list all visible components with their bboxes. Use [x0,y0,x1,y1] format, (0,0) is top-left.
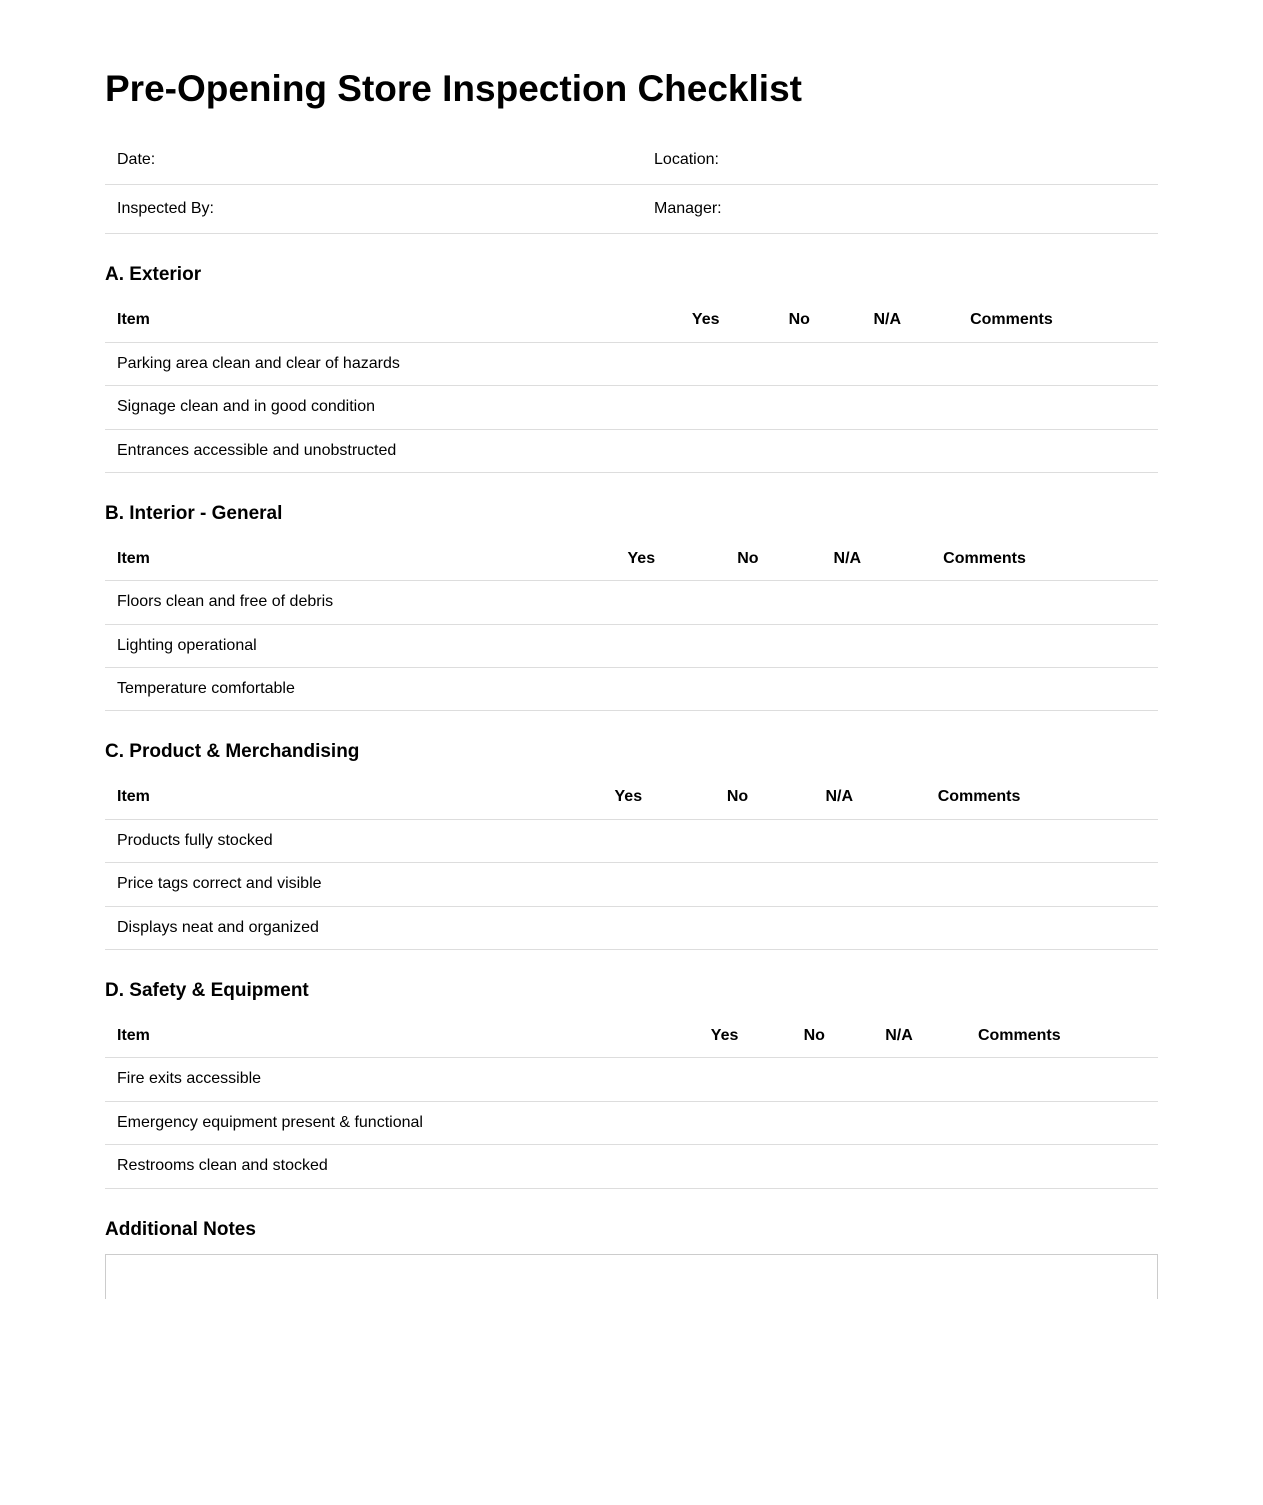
column-header-yes: Yes [680,299,777,342]
no-cell [715,863,814,906]
section-d-heading: D. Safety & Equipment [105,980,309,1002]
section-a-heading: A. Exterior [105,264,202,286]
item-label: Fire exits accessible [105,1058,699,1101]
column-header-no: No [792,1015,874,1058]
checklist-row [105,1058,1158,1101]
header-row [105,776,1158,819]
yes-cell [680,429,777,472]
column-header-na: N/A [861,299,958,342]
na-cell [873,1101,966,1144]
checklist-row [105,1101,1158,1144]
item-label: Restrooms clean and stocked [105,1145,699,1188]
yes-cell [616,668,726,711]
comments-cell [926,819,1158,862]
notes-box[interactable] [105,1254,1158,1299]
notes-heading: Additional Notes [105,1218,256,1240]
location-label: Location: [642,136,1158,185]
column-header-item: Item [105,1015,699,1058]
column-header-yes: Yes [603,776,715,819]
na-cell [861,386,958,429]
yes-cell [680,342,777,385]
column-header-no: No [777,299,862,342]
no-cell [777,429,862,472]
checklist-row [105,906,1158,949]
item-label: Floors clean and free of debris [105,581,616,624]
item-label: Entrances accessible and unobstructed [105,429,680,472]
no-cell [792,1058,874,1101]
column-header-comments: Comments [966,1015,1158,1058]
checklist-row [105,1145,1158,1188]
comments-cell [931,668,1158,711]
column-header-item: Item [105,299,680,342]
header-row [105,1015,1158,1058]
column-header-comments: Comments [926,776,1158,819]
fields-row-2 [105,184,1158,233]
manager-label: Manager: [642,184,1158,233]
no-cell [715,906,814,949]
no-cell [777,342,862,385]
na-cell [813,863,925,906]
checklist-row [105,624,1158,667]
comments-cell [931,624,1158,667]
yes-cell [603,819,715,862]
comments-cell [966,1058,1158,1101]
item-label: Signage clean and in good condition [105,386,680,429]
section-c-table [105,776,1158,950]
na-cell [861,429,958,472]
checklist-row [105,386,1158,429]
no-cell [725,581,821,624]
na-cell [813,819,925,862]
checklist-row [105,581,1158,624]
na-cell [822,624,932,667]
item-label: Parking area clean and clear of hazards [105,342,680,385]
column-header-na: N/A [822,538,932,581]
comments-cell [966,1145,1158,1188]
fields-row-1 [105,136,1158,185]
section-c-heading: C. Product & Merchandising [105,741,360,763]
page-title: Pre-Opening Store Inspection Checklist [105,68,802,109]
inspected-by-label: Inspected By: [105,184,642,233]
checklist-row [105,819,1158,862]
comments-cell [926,906,1158,949]
column-header-comments: Comments [958,299,1158,342]
na-cell [873,1058,966,1101]
yes-cell [603,906,715,949]
yes-cell [699,1058,792,1101]
item-label: Lighting operational [105,624,616,667]
no-cell [777,386,862,429]
column-header-yes: Yes [699,1015,792,1058]
yes-cell [699,1101,792,1144]
header-row [105,538,1158,581]
yes-cell [603,863,715,906]
column-header-item: Item [105,776,603,819]
item-label: Emergency equipment present & functional [105,1101,699,1144]
comments-cell [958,429,1158,472]
header-row [105,299,1158,342]
no-cell [792,1145,874,1188]
checklist-row [105,342,1158,385]
page [105,0,1158,1299]
comments-cell [966,1101,1158,1144]
yes-cell [616,624,726,667]
column-header-comments: Comments [931,538,1158,581]
column-header-na: N/A [813,776,925,819]
no-cell [725,624,821,667]
item-label: Price tags correct and visible [105,863,603,906]
yes-cell [680,386,777,429]
item-label: Temperature comfortable [105,668,616,711]
na-cell [873,1145,966,1188]
comments-cell [958,342,1158,385]
fields-table [105,136,1158,235]
comments-cell [931,581,1158,624]
na-cell [861,342,958,385]
column-header-na: N/A [873,1015,966,1058]
no-cell [725,668,821,711]
yes-cell [616,581,726,624]
yes-cell [699,1145,792,1188]
item-label: Products fully stocked [105,819,603,862]
item-label: Displays neat and organized [105,906,603,949]
section-a-table [105,299,1158,473]
no-cell [715,819,814,862]
na-cell [822,668,932,711]
checklist-row [105,668,1158,711]
section-b-heading: B. Interior - General [105,502,283,524]
column-header-no: No [725,538,821,581]
comments-cell [926,863,1158,906]
column-header-no: No [715,776,814,819]
checklist-row [105,863,1158,906]
date-label: Date: [105,136,642,185]
na-cell [813,906,925,949]
column-header-yes: Yes [616,538,726,581]
checklist-row [105,429,1158,472]
section-b-table [105,538,1158,712]
no-cell [792,1101,874,1144]
comments-cell [958,386,1158,429]
column-header-item: Item [105,538,616,581]
section-d-table [105,1015,1158,1189]
na-cell [822,581,932,624]
